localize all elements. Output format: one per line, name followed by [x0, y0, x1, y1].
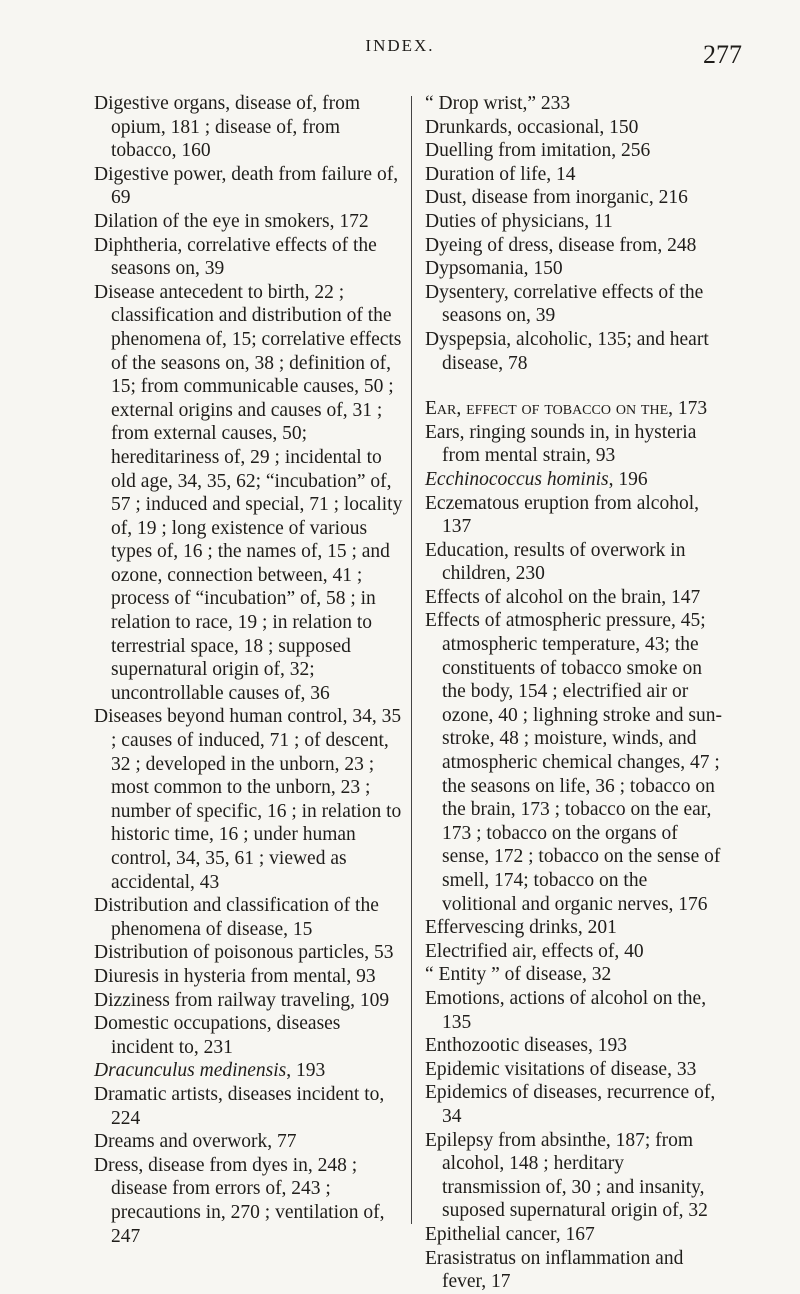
- index-entry: [94, 210, 404, 234]
- index-entry: [94, 1130, 404, 1154]
- index-entry: [425, 609, 725, 916]
- index-entry-text: “ Entity ” of disease, 32: [425, 964, 612, 986]
- index-entry: [425, 468, 725, 492]
- index-entry-text: Dysentery, correlative effects of the seasons on, 39: [425, 281, 704, 327]
- index-entry-text: Diseases beyond human control, 34, 35 ; causes of induced, 71 ; of descent, 32 ; developed in the unborn, 23 ; most common to the unborn, 23 ; number of specific, 16 ; in relation to historic time, 16 ; under human control, 34, 35, 61 ; viewed as accidental, 43: [94, 706, 402, 893]
- index-entry: [94, 705, 404, 894]
- index-entry: [425, 586, 725, 610]
- index-entry: [425, 116, 725, 140]
- index-column-left: [94, 92, 404, 1248]
- page-header: [0, 36, 800, 76]
- index-entry-text: Distribution and classification of the phenomena of disease, 15: [94, 895, 379, 940]
- index-entry-text: Enthozootic diseases, 193: [425, 1035, 627, 1057]
- index-entry-pages: , 193: [286, 1060, 326, 1082]
- index-entry: [425, 1247, 725, 1294]
- index-entry: [94, 281, 404, 706]
- index-entry: [425, 987, 725, 1034]
- index-entry-text: Effervescing drinks, 201: [425, 917, 617, 939]
- index-entry-text: Duties of physicians, 11: [425, 210, 613, 232]
- index-entry: [425, 281, 725, 328]
- index-entry-text: Dreams and overwork, 77: [94, 1131, 297, 1153]
- index-entry-text: Dypsomania, 150: [425, 258, 563, 280]
- index-entry: [425, 1223, 725, 1247]
- index-entry-text: Dizziness from railway traveling, 109: [94, 989, 390, 1011]
- index-entry-text: Dramatic artists, diseases incident to, 224: [94, 1083, 385, 1129]
- index-entry-text: Diuresis in hysteria from mental, 93: [94, 965, 376, 987]
- index-entry: [425, 210, 725, 234]
- index-entry: [94, 163, 404, 210]
- index-entry: [94, 1012, 404, 1059]
- index-entry: [94, 941, 404, 965]
- index-entry: [94, 1154, 404, 1248]
- index-entry-text: Dyeing of dress, disease from, 248: [425, 234, 697, 256]
- index-entry: [94, 1059, 404, 1083]
- index-entry-text: Ear, effect of tobacco on the, 173: [425, 398, 708, 420]
- running-head: INDEX.: [365, 36, 435, 55]
- index-entry: [425, 186, 725, 210]
- index-entry: [94, 92, 404, 163]
- column-divider: [411, 96, 412, 1224]
- index-entry: [94, 1083, 404, 1130]
- index-entry: [425, 940, 725, 964]
- index-entry: [425, 492, 725, 539]
- index-entry-text: Education, results of overwork in children, 230: [425, 539, 686, 585]
- index-entry-text: Epilepsy from absinthe, 187; from alcohol, 148 ; herditary transmission of, 30 ; and insanity, suposed supernatural origin of, 32: [425, 1129, 708, 1222]
- index-entry: [425, 1058, 725, 1082]
- index-entry: [94, 234, 404, 281]
- index-entry-text: Duration of life, 14: [425, 163, 576, 185]
- index-entry-text: Erasistratus on inflammation and fever, 17: [425, 1247, 684, 1293]
- index-entry-text: Distribution of poisonous particles, 53: [94, 942, 394, 964]
- index-entry: [425, 1129, 725, 1223]
- index-entry-text: Eczematous eruption from alcohol, 137: [425, 492, 699, 538]
- index-entry-text: Dilation of the eye in smokers, 172: [94, 210, 369, 232]
- index-entry-text: Effects of atmospheric pressure, 45; atmospheric temperature, 43; the constituents of tobacco smoke on the body, 154 ; electrified air or ozone, 40 ; lighning stroke and sun-stroke, 48 ; moisture, winds, and atmospheric chemical changes, 47 ; the seasons on life, 36 ; tobacco on the brain, 173 ; tobacco on the ear, 173 ; tobacco on the organs of sense, 172 ; tobacco on the sense of smell, 174; tobacco on the volitional and organic nerves, 176: [425, 610, 722, 915]
- index-entry: [425, 257, 725, 281]
- index-entry: [425, 234, 725, 258]
- index-entry-text: Domestic occupations, diseases incident to, 231: [94, 1013, 341, 1058]
- index-term-italic: Dracunculus medinensis: [94, 1060, 287, 1082]
- index-column-right: [425, 92, 725, 1294]
- index-entry: [425, 1081, 725, 1128]
- index-entry: [425, 328, 725, 375]
- index-entry-text: Epidemics of diseases, recurrence of, 34: [425, 1082, 716, 1127]
- index-entry-text: Epithelial cancer, 167: [425, 1223, 595, 1245]
- index-term-italic: Ecchinococcus hominis: [425, 468, 609, 490]
- index-entry-text: Dyspepsia, alcoholic, 135; and heart disease, 78: [425, 328, 709, 374]
- index-entry: [425, 539, 725, 586]
- index-entry: [425, 397, 725, 421]
- index-entry-text: Dress, disease from dyes in, 248 ; disease from errors of, 243 ; precautions in, 270 ; ventilation of, 247: [94, 1154, 385, 1247]
- index-entry: [94, 965, 404, 989]
- index-entry-pages: , 196: [608, 468, 648, 490]
- index-entry: [94, 989, 404, 1013]
- index-entry-text: Emotions, actions of alcohol on the, 135: [425, 987, 707, 1033]
- index-entry-text: Drunkards, occasional, 150: [425, 116, 639, 138]
- index-entry-text: Duelling from imitation, 256: [425, 140, 651, 162]
- index-entry-text: Electrified air, effects of, 40: [425, 940, 644, 962]
- index-entry-text: Diphtheria, correlative effects of the seasons on, 39: [94, 234, 377, 280]
- index-entry-text: Effects of alcohol on the brain, 147: [425, 586, 701, 608]
- page-number: 277: [703, 40, 742, 69]
- index-entry-text: Epidemic visitations of disease, 33: [425, 1058, 697, 1080]
- index-entry: [94, 894, 404, 941]
- index-entry-text: Ears, ringing sounds in, in hysteria from mental strain, 93: [425, 421, 697, 467]
- index-entry: [425, 139, 725, 163]
- index-entry: [425, 421, 725, 468]
- index-entry-text: Digestive organs, disease of, from opium, 181 ; disease of, from tobacco, 160: [94, 93, 361, 162]
- index-entry-text: Digestive power, death from failure of, 69: [94, 163, 399, 209]
- index-entry: [425, 163, 725, 187]
- index-entry-text: Disease antecedent to birth, 22 ; classification and distribution of the phenomena of, 15; correlative effects of the seasons on, 38 ; definition of, 15; from communicable causes, 50 ; external origins and causes of, 31 ; from external causes, 50; hereditariness of, 29 ; incidental to old age, 34, 35, 62; “incubation” of, 57 ; induced and special, 71 ; locality of, 19 ; long existence of various types of, 16 ; the names of, 15 ; and ozone, connection between, 41 ; process of “incubation” of, 58 ; in relation to race, 19 ; in relation to terrestrial space, 18 ; supposed supernatural origin of, 32; uncontrollable causes of, 36: [94, 281, 403, 704]
- index-entry: [425, 92, 725, 116]
- index-entry: [425, 963, 725, 987]
- index-entry-text: “ Drop wrist,” 233: [425, 93, 571, 114]
- index-entry: [425, 1034, 725, 1058]
- index-entry: [425, 916, 725, 940]
- index-entry-text: Dust, disease from inorganic, 216: [425, 187, 688, 209]
